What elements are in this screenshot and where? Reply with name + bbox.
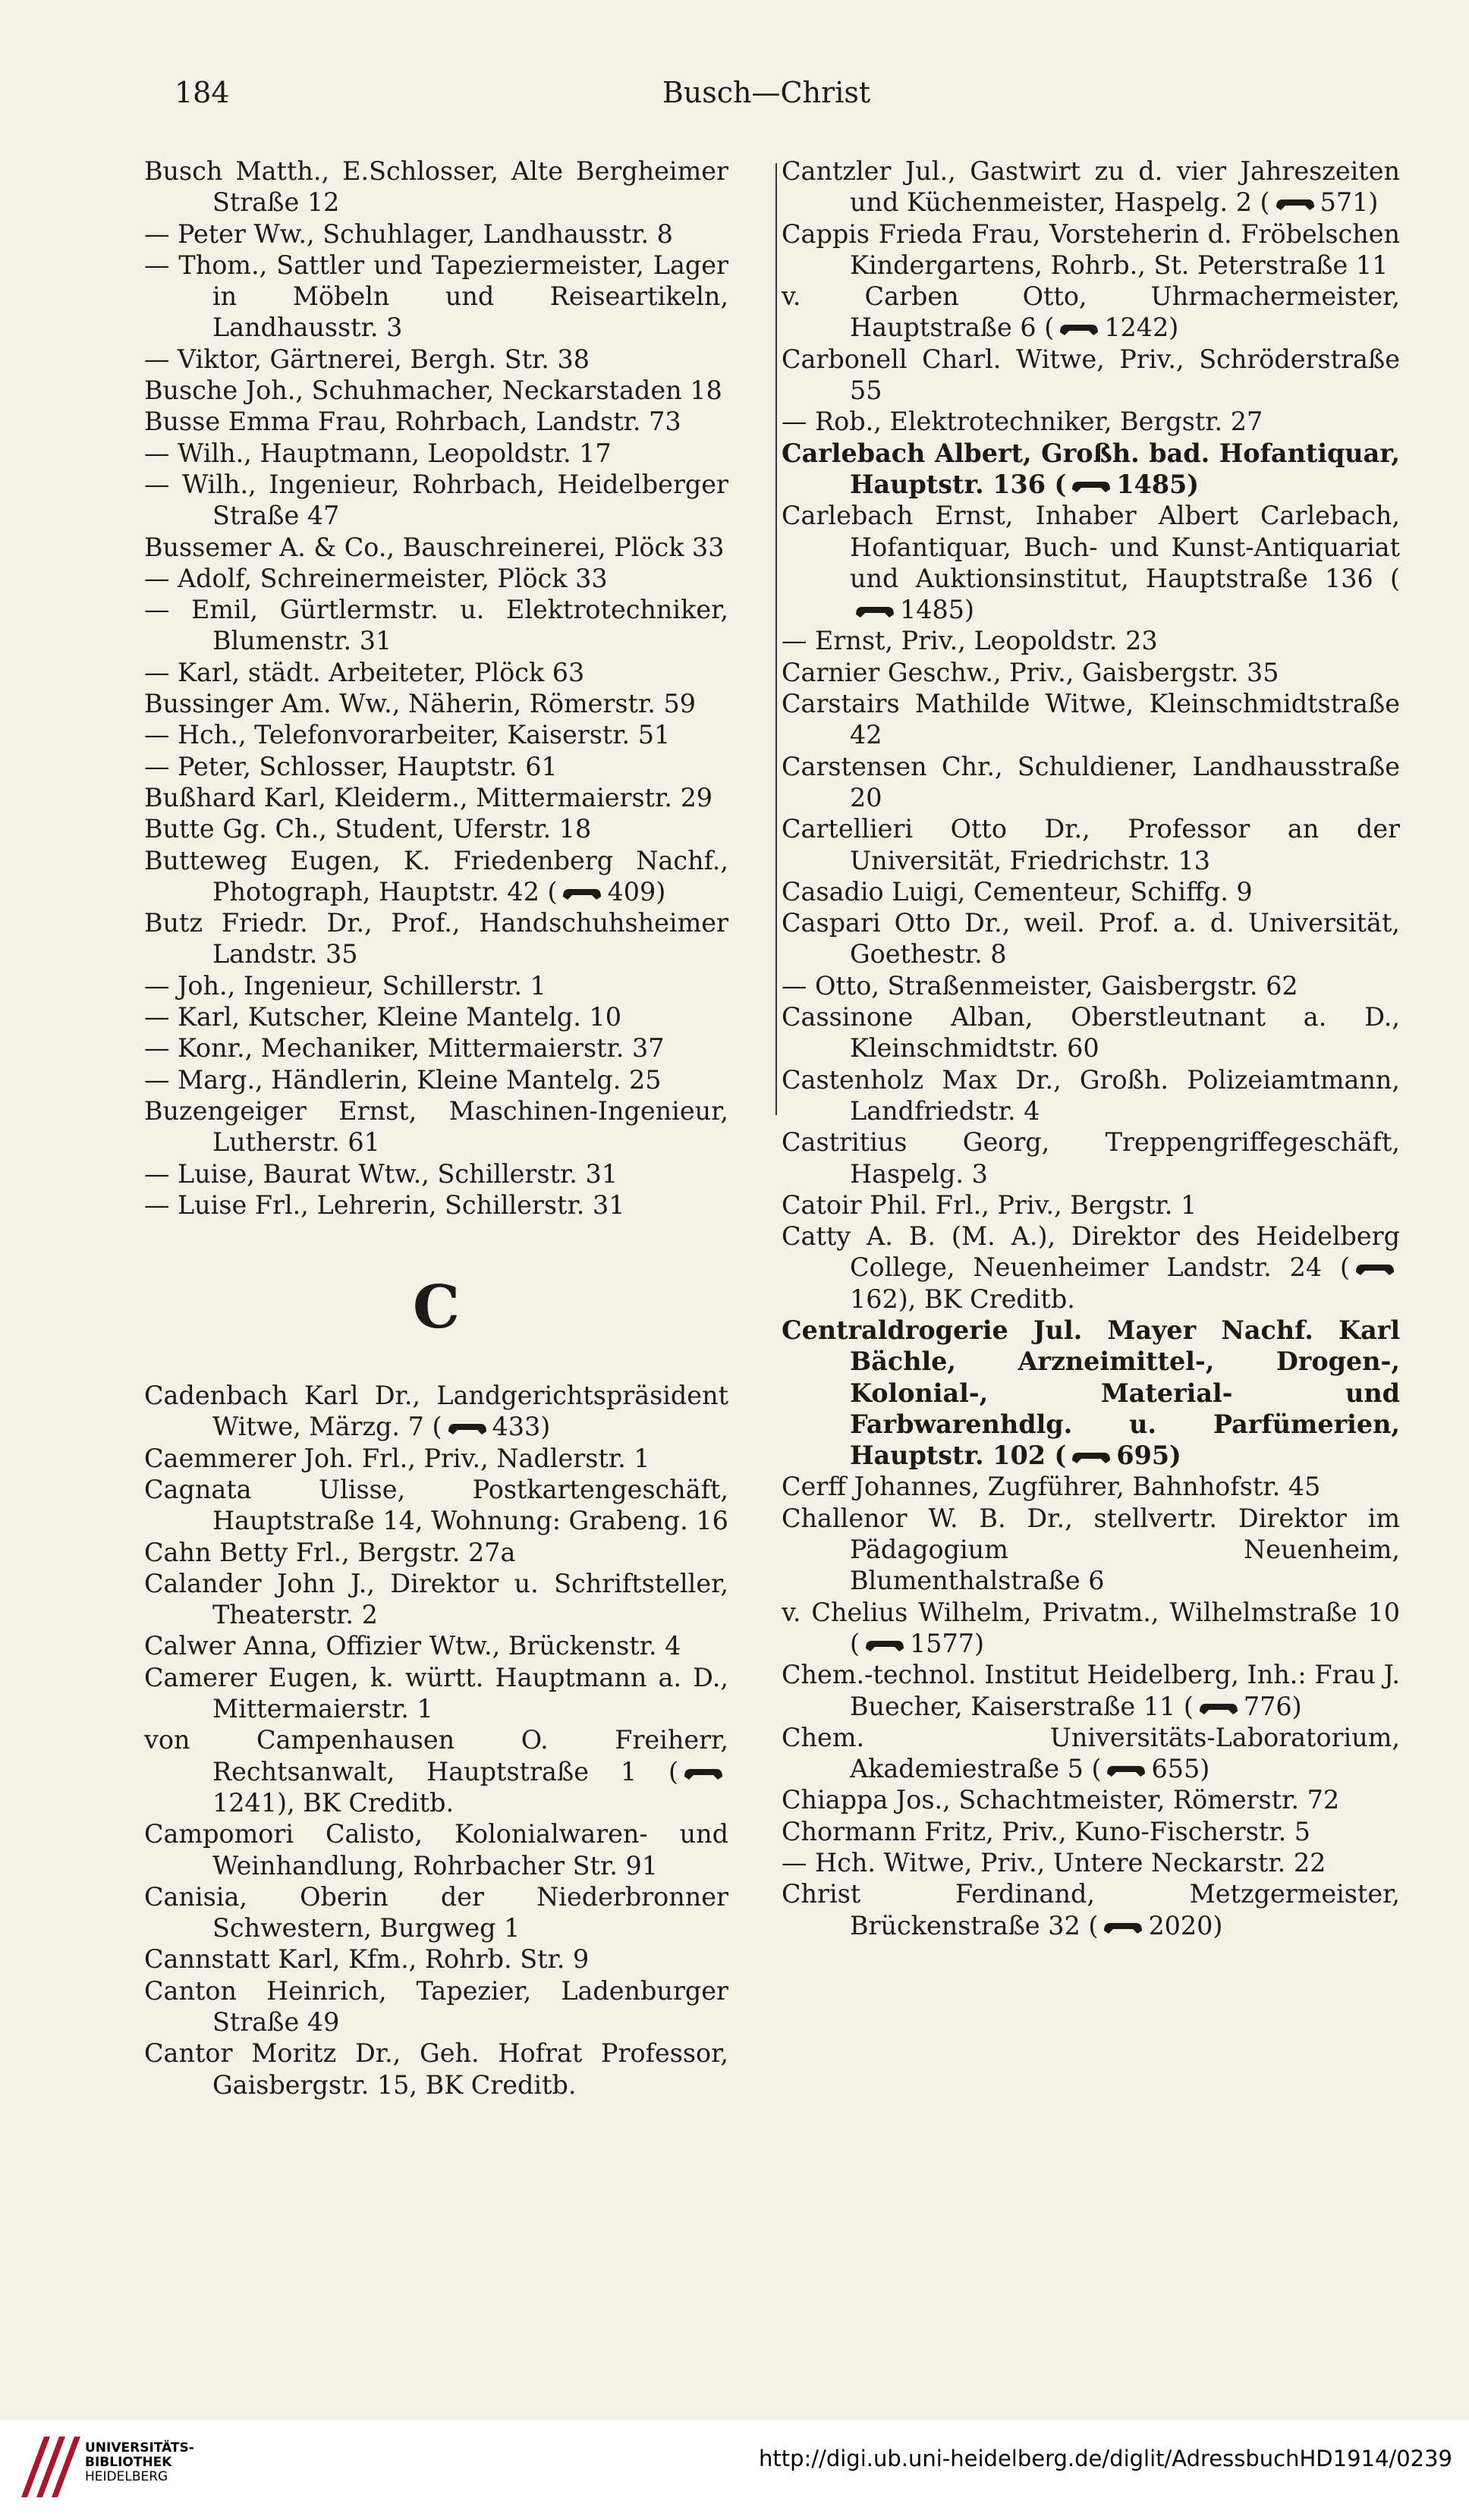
directory-entry — [782, 1315, 1400, 1471]
directory-entry — [144, 1032, 728, 1064]
phone-number: 162), BK Creditb. — [850, 1284, 1075, 1314]
section-letter: C — [412, 1273, 461, 1343]
entry-text: Bußhard Karl, Kleiderm., Mittermaierstr. 29 — [144, 782, 713, 812]
column-divider — [775, 163, 777, 1115]
right-column — [782, 156, 1400, 1941]
entry-text: Chem. Universitäts-Laboratorium, Akademiestraße 5 ( — [782, 1722, 1400, 1784]
entry-text: — Marg., Händlerin, Kleine Mantelg. 25 — [144, 1064, 662, 1095]
source-url-link[interactable]: http://digi.ub.uni-heidelberg.de/diglit/AdressbuchHD1914/0239 — [758, 2446, 1452, 2471]
entry-text: Chem.-technol. Institut Heidelberg, Inh.: Frau J. Buecher, Kaiserstraße 11 ( — [782, 1660, 1400, 1721]
entry-text: Carbonell Charl. Witwe, Priv., Schröderstraße 55 — [782, 344, 1400, 406]
entry-text: Castenholz Max Dr., Großh. Polizeiamtmann, Landfriedstr. 4 — [782, 1064, 1400, 1126]
directory-entry — [144, 1380, 728, 1443]
entry-text: — Ernst, Priv., Leopoldstr. 23 — [782, 626, 1158, 656]
entry-text: Carlebach Ernst, Inhaber Albert Carlebach, Hofantiquar, Buch- und Kunst-Antiquariat und Auktionsinstitut, Hauptstraße 136 ( — [782, 501, 1400, 593]
entry-text: Catty A. B. (M. A.), Direktor des Heidelberg College, Neuenheimer Landstr. 24 ( — [782, 1221, 1400, 1283]
entry-text: Camerer Eugen, k. württ. Hauptmann a. D., Mittermaierstr. 1 — [144, 1662, 728, 1724]
directory-entry — [144, 1975, 728, 2038]
directory-entry — [144, 156, 728, 218]
entry-text: Carnier Geschw., Priv., Gaisbergstr. 35 — [782, 657, 1279, 687]
directory-entry — [782, 1221, 1400, 1315]
entry-text: — Karl, Kutscher, Kleine Mantelg. 10 — [144, 1002, 621, 1032]
entry-text: Busse Emma Frau, Rohrbach, Landstr. 73 — [144, 407, 681, 437]
directory-entry — [782, 657, 1400, 688]
entry-text: Carstensen Chr., Schuldiener, Landhausstraße 20 — [782, 751, 1400, 812]
directory-entry — [144, 1662, 728, 1725]
directory-entry — [782, 970, 1400, 1001]
left-column — [144, 156, 728, 2101]
entry-text: v. Carben Otto, Uhrmachermeister, Hauptstraße 6 ( — [782, 281, 1400, 343]
phone-number: 1242) — [1104, 313, 1179, 343]
directory-entry — [144, 1443, 728, 1474]
phone-number: 1577) — [910, 1628, 985, 1658]
entry-text: — Wilh., Hauptmann, Leopoldstr. 17 — [144, 438, 612, 468]
entry-text: Centraldrogerie Jul. Mayer Nachf. Karl Bächle, Arzneimittel-, Drogen-, Kolonial-, Material- und Farbwarenhdlg. u. Parfümerien, Hauptstr. 102 ( — [782, 1315, 1400, 1471]
entry-text: — Wilh., Ingenieur, Rohrbach, Heidelberger Straße 47 — [144, 469, 728, 531]
entry-text: Butte Gg. Ch., Student, Uferstr. 18 — [144, 814, 592, 844]
directory-entry — [144, 1537, 728, 1568]
directory-entry — [782, 625, 1400, 656]
directory-entry — [782, 406, 1400, 437]
entry-text: — Luise, Baurat Wtw., Schillerstr. 31 — [144, 1158, 618, 1189]
directory-entry — [144, 1568, 728, 1631]
directory-entry — [782, 1503, 1400, 1597]
telephone-receiver-icon — [1353, 1262, 1397, 1278]
telephone-receiver-icon — [863, 1638, 907, 1654]
phone-number: 695) — [1116, 1441, 1181, 1471]
phone-number: 409) — [607, 876, 666, 907]
entry-text: Bussemer A. & Co., Bauschreinerei, Plöck 33 — [144, 532, 725, 562]
entry-text: Castritius Georg, Treppengriffegeschäft, Haspelg. 3 — [782, 1127, 1400, 1189]
entry-text: Buzengeiger Ernst, Maschinen-Ingenieur, Lutherstr. 61 — [144, 1095, 728, 1158]
directory-entry — [782, 907, 1400, 970]
phone-number: 1241), BK Creditb. — [212, 1787, 455, 1818]
entry-text: — Hch. Witwe, Priv., Untere Neckarstr. 22 — [782, 1848, 1326, 1878]
entry-text: Caemmerer Joh. Frl., Priv., Nadlerstr. 1 — [144, 1443, 650, 1473]
directory-entry — [782, 876, 1400, 907]
directory-entry — [144, 751, 728, 782]
directory-entry — [144, 563, 728, 594]
entry-text: — Adolf, Schreinermeister, Plöck 33 — [144, 563, 608, 593]
directory-entry — [782, 156, 1400, 218]
entry-text: Challenor W. B. Dr., stellvertr. Direktor im Pädagogium Neuenheim, Blumenthalstraße 6 — [782, 1503, 1400, 1596]
phone-number: 1485) — [1116, 469, 1200, 499]
entry-text: Chormann Fritz, Priv., Kuno-Fischerstr. 5 — [782, 1816, 1311, 1846]
entry-text: Cerff Johannes, Zugführer, Bahnhofstr. 45 — [782, 1472, 1321, 1502]
phone-number: 571) — [1320, 187, 1379, 218]
entry-text: Campomori Calisto, Kolonialwaren- und Weinhandlung, Rohrbacher Str. 91 — [144, 1819, 728, 1881]
entry-text: Busch Matth., E.Schlosser, Alte Bergheimer Straße 12 — [144, 156, 728, 218]
directory-entry — [144, 375, 728, 406]
directory-entry — [144, 1474, 728, 1537]
telephone-receiver-icon — [560, 886, 604, 903]
directory-entry — [782, 751, 1400, 814]
entry-text: — Peter, Schlosser, Hauptstr. 61 — [144, 751, 558, 781]
phone-number: 1485) — [900, 595, 975, 625]
entry-text: Cadenbach Karl Dr., Landgerichtspräsident Witwe, Märzg. 7 ( — [144, 1381, 728, 1442]
telephone-receiver-icon — [1273, 196, 1317, 213]
entry-text: Butz Friedr. Dr., Prof., Handschuhsheimer Landstr. 35 — [144, 908, 728, 969]
telephone-receiver-icon — [1101, 1920, 1145, 1937]
directory-entry — [144, 1158, 728, 1189]
directory-entry — [782, 688, 1400, 751]
directory-entry — [782, 1064, 1400, 1127]
entry-text: Chiappa Jos., Schachtmeister, Römerstr. 72 — [782, 1785, 1340, 1815]
directory-entry — [144, 1881, 728, 1944]
entry-text: Canton Heinrich, Tapezier, Ladenburger Straße 49 — [144, 1975, 728, 2038]
directory-entry — [782, 1659, 1400, 1722]
phone-number: 776) — [1243, 1691, 1302, 1721]
entry-text: — Emil, Gürtlermstr. u. Elektrotechniker, Blumenstr. 31 — [144, 595, 728, 656]
directory-entry — [144, 2038, 728, 2101]
entry-text: — Peter Ww., Schuhlager, Landhausstr. 8 — [144, 218, 673, 249]
entry-text: Catoir Phil. Frl., Priv., Bergstr. 1 — [782, 1189, 1197, 1220]
directory-entry — [144, 250, 728, 344]
entry-text: Christ Ferdinand, Metzgermeister, Brückenstraße 32 ( — [782, 1879, 1400, 1940]
library-name-line2: BIBLIOTHEK — [85, 2455, 172, 2470]
directory-entry — [144, 719, 728, 750]
directory-entry — [144, 813, 728, 844]
directory-entry — [782, 1189, 1400, 1221]
directory-entry — [144, 1001, 728, 1032]
directory-entry — [144, 1818, 728, 1881]
footer-bar — [0, 2420, 1469, 2520]
entry-text: Cannstatt Karl, Kfm., Rohrb. Str. 9 — [144, 1944, 590, 1975]
directory-entry — [782, 281, 1400, 344]
telephone-receiver-icon — [1069, 1450, 1113, 1466]
entry-text: Cantzler Jul., Gastwirt zu d. vier Jahreszeiten und Küchenmeister, Haspelg. 2 ( — [782, 156, 1400, 218]
directory-entry — [782, 813, 1400, 876]
telephone-receiver-icon — [681, 1766, 725, 1783]
directory-entry — [144, 1724, 728, 1818]
entry-text: Cappis Frieda Frau, Vorsteherin d. Fröbelschen Kindergartens, Rohrb., St. Peterstraße 11 — [782, 218, 1400, 280]
directory-entry — [144, 970, 728, 1001]
entry-text: von Campenhausen O. Freiherr, Rechtsanwalt, Hauptstraße 1 ( — [144, 1725, 728, 1786]
library-name-line3: HEIDELBERG — [85, 2469, 168, 2484]
entry-text: Carstairs Mathilde Witwe, Kleinschmidtstraße 42 — [782, 689, 1400, 750]
entry-text: — Rob., Elektrotechniker, Bergstr. 27 — [782, 407, 1263, 437]
directory-entry — [144, 782, 728, 813]
directory-entry — [144, 218, 728, 250]
entry-text: Cahn Betty Frl., Bergstr. 27a — [144, 1537, 516, 1567]
page-header — [175, 76, 1358, 121]
entry-text: — Karl, städt. Arbeiteter, Plöck 63 — [144, 657, 585, 687]
page-number: 184 — [175, 76, 230, 109]
directory-entry — [782, 1784, 1400, 1815]
directory-entry — [782, 438, 1400, 501]
directory-entry — [144, 344, 728, 375]
phone-number: 433) — [492, 1412, 551, 1442]
entry-text: — Thom., Sattler und Tapeziermeister, Lager in Möbeln und Reiseartikeln, Landhausstr. 3 — [144, 250, 728, 343]
telephone-receiver-icon — [1197, 1701, 1241, 1717]
entry-text: Canisia, Oberin der Niederbronner Schwestern, Burgweg 1 — [144, 1881, 728, 1943]
entry-text: Caspari Otto Dr., weil. Prof. a. d. Universität, Goethestr. 8 — [782, 908, 1400, 969]
entry-text: Butteweg Eugen, K. Friedenberg Nachf., Photograph, Hauptstr. 42 ( — [144, 845, 728, 907]
directory-entry — [782, 500, 1400, 625]
directory-entry — [782, 1001, 1400, 1064]
entry-text: v. Chelius Wilhelm, Privatm., Wilhelmstraße 10 ( — [782, 1597, 1400, 1658]
telephone-receiver-icon — [853, 604, 897, 621]
entry-text: Cassinone Alban, Oberstleutnant a. D., Kleinschmidtstr. 60 — [782, 1002, 1400, 1064]
university-library-logo-icon — [14, 2429, 82, 2505]
entry-text: Calander John J., Direktor u. Schriftsteller, Theaterstr. 2 — [144, 1568, 728, 1630]
directory-entry — [782, 1471, 1400, 1502]
phone-number: 655) — [1151, 1754, 1210, 1784]
directory-entry — [144, 438, 728, 469]
entry-text: Cagnata Ulisse, Postkartengeschäft, Hauptstraße 14, Wohnung: Grabeng. 16 — [144, 1474, 728, 1536]
directory-entry — [144, 657, 728, 688]
directory-entry — [144, 1630, 728, 1661]
directory-entry — [782, 1722, 1400, 1785]
directory-entry — [144, 532, 728, 563]
entry-text: — Viktor, Gärtnerei, Bergh. Str. 38 — [144, 344, 590, 374]
entry-text: Casadio Luigi, Cementeur, Schiffg. 9 — [782, 876, 1253, 907]
directory-entry — [782, 344, 1400, 407]
directory-entry — [144, 688, 728, 719]
directory-entry — [782, 1816, 1400, 1847]
entry-text: Calwer Anna, Offizier Wtw., Brückenstr. 4 — [144, 1631, 681, 1661]
entry-text: Carlebach Albert, Großh. bad. Hofantiquar, Hauptstr. 136 ( — [782, 438, 1400, 499]
entry-text: Bussinger Am. Ww., Näherin, Römerstr. 59 — [144, 689, 696, 719]
directory-entry — [144, 469, 728, 532]
directory-entry — [144, 594, 728, 657]
entry-text: — Hch., Telefonvorarbeiter, Kaiserstr. 51 — [144, 720, 671, 750]
entry-text: — Konr., Mechaniker, Mittermaierstr. 37 — [144, 1033, 665, 1064]
running-head: Busch—Christ — [662, 76, 871, 109]
directory-entry — [782, 1878, 1400, 1941]
entry-text: — Joh., Ingenieur, Schillerstr. 1 — [144, 970, 546, 1001]
directory-entry — [782, 1597, 1400, 1660]
library-name-line1: UNIVERSITÄTS- — [85, 2440, 194, 2456]
directory-entry — [144, 907, 728, 970]
directory-entry — [144, 1095, 728, 1158]
entry-text: Cantor Moritz Dr., Geh. Hofrat Professor, Gaisbergstr. 15, BK Creditb. — [144, 2038, 728, 2100]
library-name — [85, 2441, 194, 2484]
directory-entry — [782, 218, 1400, 281]
telephone-receiver-icon — [1104, 1763, 1148, 1780]
directory-entry — [144, 845, 728, 908]
directory-entry — [782, 1126, 1400, 1189]
phone-number: 2020) — [1148, 1910, 1223, 1940]
directory-entry — [144, 1943, 728, 1975]
entry-text: Busche Joh., Schuhmacher, Neckarstaden 18 — [144, 375, 722, 406]
entry-text: — Otto, Straßenmeister, Gaisbergstr. 62 — [782, 970, 1298, 1001]
entry-text: Cartellieri Otto Dr., Professor an der Universität, Friedrichstr. 13 — [782, 814, 1400, 875]
telephone-receiver-icon — [1057, 322, 1101, 338]
directory-entry — [144, 1064, 728, 1095]
entry-text: — Luise Frl., Lehrerin, Schillerstr. 31 — [144, 1189, 625, 1220]
directory-entry — [782, 1847, 1400, 1878]
telephone-receiver-icon — [445, 1421, 489, 1438]
telephone-receiver-icon — [1069, 479, 1113, 495]
directory-entry — [144, 406, 728, 437]
directory-entry — [144, 1189, 728, 1221]
